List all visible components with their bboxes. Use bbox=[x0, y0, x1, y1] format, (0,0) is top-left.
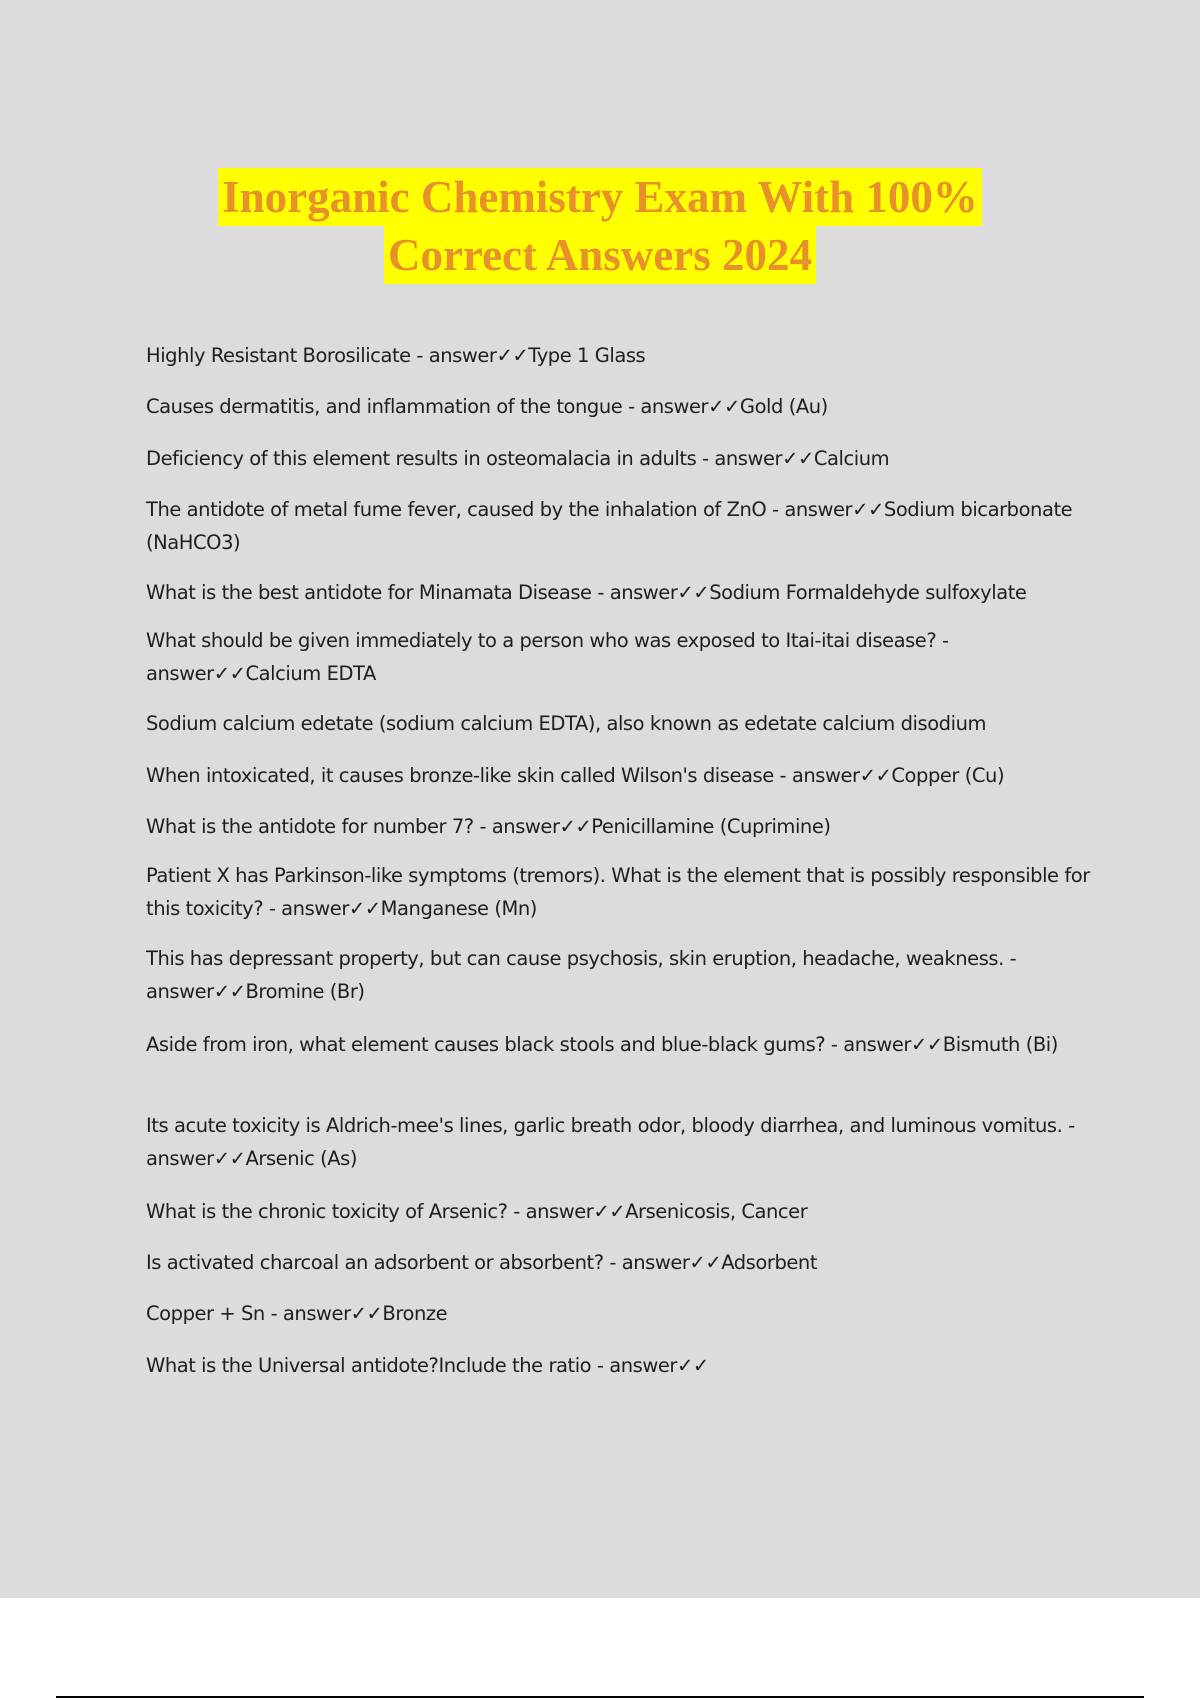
title-line-1: Inorganic Chemistry Exam With 100% bbox=[218, 168, 982, 226]
qa-item-13: Its acute toxicity is Aldrich-mee's lines, garlic breath odor, bloody diarrhea, and luminous vomitus. - answer✓✓Arsenic (As) bbox=[146, 1114, 1075, 1170]
qa-item-12: Aside from iron, what element causes black stools and blue-black gums? - answer✓✓Bismuth (Bi) bbox=[146, 1033, 1058, 1056]
qa-item-10: Patient X has Parkinson-like symptoms (tremors). What is the element that is possibly responsible for this toxicity? - answer✓✓Manganese (Mn) bbox=[146, 864, 1090, 920]
qa-item-15: Is activated charcoal an adsorbent or absorbent? - answer✓✓Adsorbent bbox=[146, 1251, 818, 1274]
qa-item-1: Highly Resistant Borosilicate - answer✓✓Type 1 Glass bbox=[146, 344, 646, 367]
qa-item-17: What is the Universal antidote?Include the ratio - answer✓✓ bbox=[146, 1354, 709, 1377]
qa-item-3: Deficiency of this element results in osteomalacia in adults - answer✓✓Calcium bbox=[146, 447, 890, 470]
footer-divider bbox=[56, 1696, 1144, 1698]
qa-item-8: When intoxicated, it causes bronze-like skin called Wilson's disease - answer✓✓Copper (Cu) bbox=[146, 764, 1005, 787]
qa-item-6: What should be given immediately to a person who was exposed to Itai-itai disease? - answer✓✓Calcium EDTA bbox=[146, 629, 949, 685]
qa-item-11: This has depressant property, but can cause psychosis, skin eruption, headache, weakness. - answer✓✓Bromine (Br) bbox=[146, 947, 1017, 1003]
qa-item-9: What is the antidote for number 7? - answer✓✓Penicillamine (Cuprimine) bbox=[146, 815, 831, 838]
document-title bbox=[0, 168, 1200, 284]
title-line-2: Correct Answers 2024 bbox=[384, 226, 816, 284]
qa-item-5: What is the best antidote for Minamata Disease - answer✓✓Sodium Formaldehyde sulfoxylate bbox=[146, 581, 1027, 604]
qa-item-16: Copper + Sn - answer✓✓Bronze bbox=[146, 1302, 448, 1325]
qa-item-4: The antidote of metal fume fever, caused by the inhalation of ZnO - answer✓✓Sodium bicarbonate (NaHCO3) bbox=[146, 498, 1073, 554]
qa-item-2: Causes dermatitis, and inflammation of the tongue - answer✓✓Gold (Au) bbox=[146, 395, 828, 418]
qa-item-14: What is the chronic toxicity of Arsenic? - answer✓✓Arsenicosis, Cancer bbox=[146, 1200, 808, 1223]
qa-item-7: Sodium calcium edetate (sodium calcium EDTA), also known as edetate calcium disodium bbox=[146, 712, 987, 735]
